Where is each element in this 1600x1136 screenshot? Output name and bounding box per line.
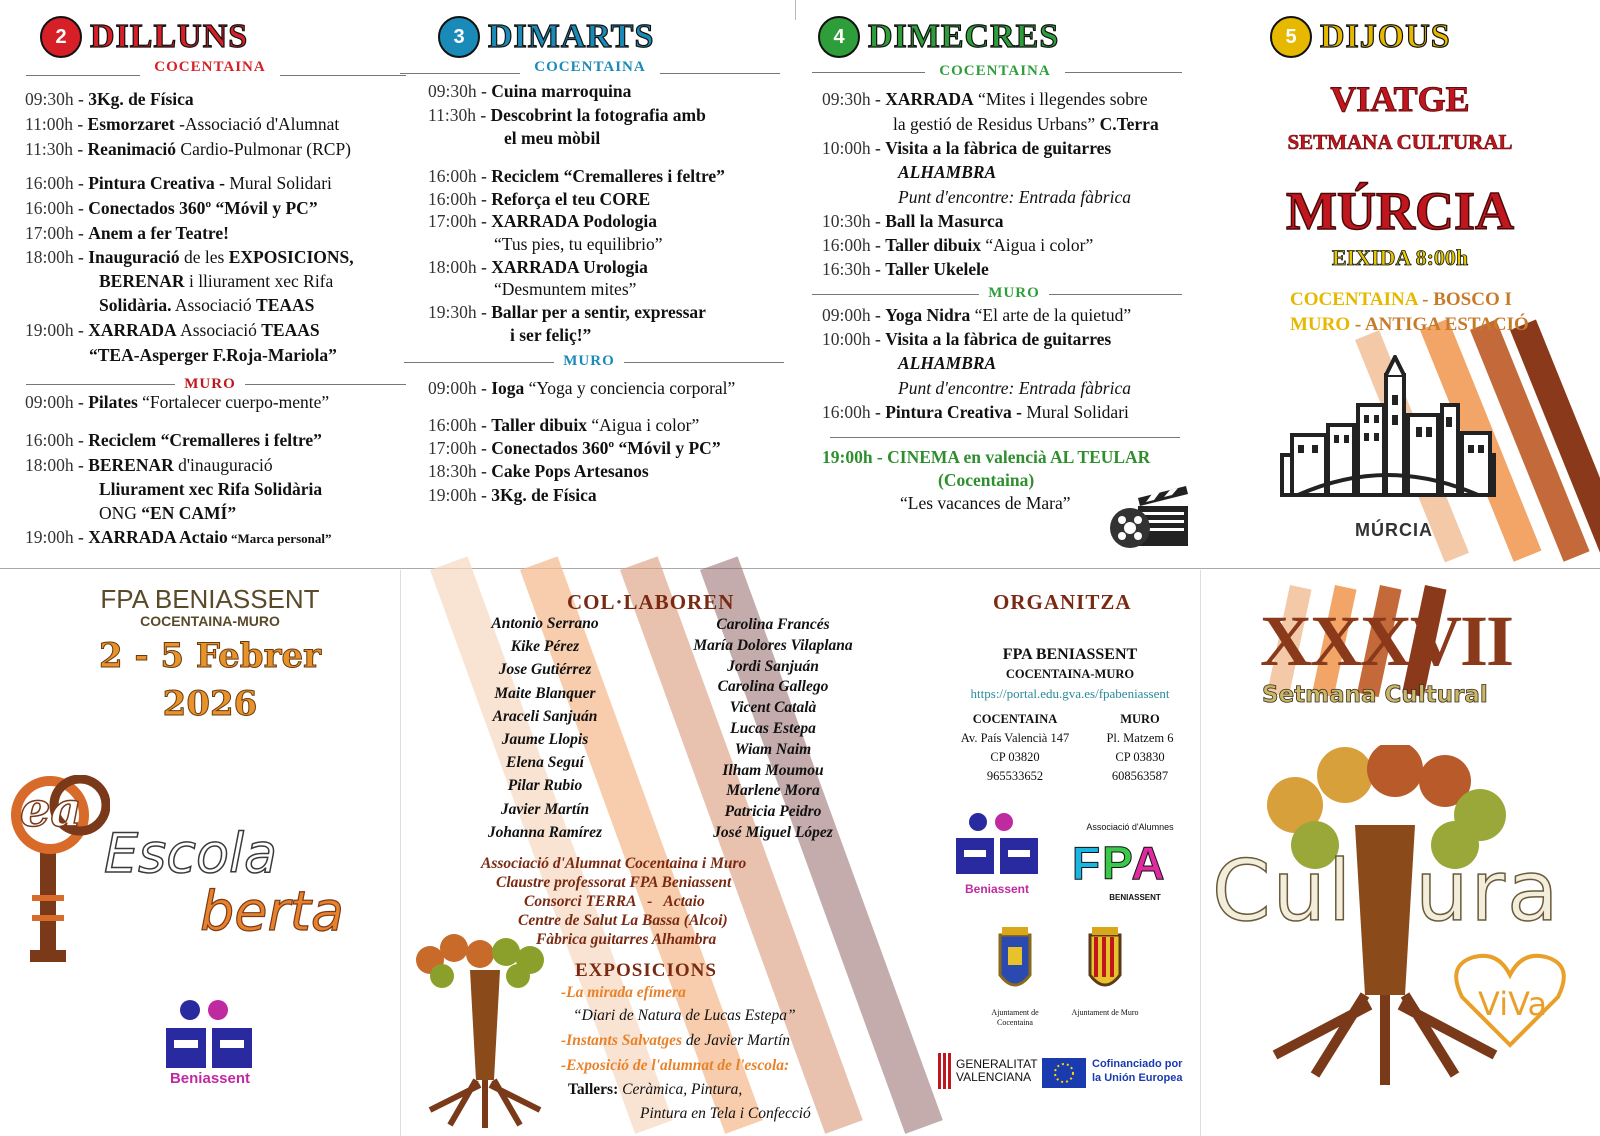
cinema-film: “Les vacances de Mara” [900, 493, 1071, 513]
departure-time: EIXIDA 8:00h [1331, 245, 1469, 270]
edition-number: XXXVII [1260, 601, 1513, 681]
day-header-monday [40, 16, 248, 58]
event-item: “Tus pies, tu equilibrio” [494, 234, 663, 254]
section-title: EXPOSICIONS [575, 960, 717, 981]
address-phone: 608563587 [1111, 769, 1169, 783]
event-item: Punt d'encontre: Entrada fàbrica [898, 187, 1131, 207]
clapperboard-icon [1108, 480, 1192, 554]
eu-label: Cofinanciado por [1092, 1058, 1183, 1070]
divider [830, 437, 1180, 438]
city-skyline-icon [1278, 355, 1498, 515]
day-number: 4 [818, 16, 860, 58]
event-item: ALHAMBRA [898, 353, 997, 373]
collaborator-name: Carolina Francés [716, 616, 830, 633]
event-item: ONG “EN CAMÍ” [99, 503, 237, 523]
city-label: MÚRCIA [1355, 520, 1433, 540]
eu-label: la Unión Europea [1092, 1072, 1183, 1084]
org-name: Fàbrica guitarres Alhambra [536, 931, 717, 948]
location-label: MURO [979, 285, 1049, 302]
collaborator-name: Javier Martín [500, 800, 590, 818]
fpa-sub: BENIASSENT [1109, 893, 1161, 902]
event-item: 10:00h - Visita a la fàbrica de guitarres [822, 138, 1112, 158]
day-number: 2 [40, 16, 82, 58]
event-item: 16:00h - Taller dibuix “Aigua i color” [428, 415, 700, 435]
collaborator-name: Kike Pérez [510, 638, 580, 656]
day-header-wednesday [818, 16, 1059, 58]
exhibition-item: Pintura en Tela i Confecció [640, 1105, 811, 1122]
org-name: Consorci TERRA - Actaio [524, 893, 705, 910]
event-item: Lliurament xec Rifa Solidària [99, 479, 323, 499]
event-item: 18:00h - XARRADA Urologia [428, 257, 648, 277]
collaborator-name: Vicent Català [729, 699, 817, 717]
pickup-point: COCENTAINA - BOSCO I [1290, 289, 1512, 310]
collaborator-name: María Dolores Vilaplana [693, 636, 853, 654]
collaborator-name: Marlene Mora [726, 782, 820, 800]
event-item: 18:00h - Inauguració de les EXPOSICIONS, [25, 247, 354, 267]
event-item: 19:00h - 3Kg. de Física [428, 485, 597, 505]
collaborator-name: Jordi Sanjuán [727, 657, 819, 675]
event-item: 16:00h - Taller dibuix “Aigua i color” [822, 235, 1094, 255]
event-item: 09:00h - Pilates “Fortalecer cuerpo-mente” [25, 392, 330, 412]
day-title: DILLUNS [90, 18, 249, 55]
event-item: 09:30h - 3Kg. de Física [25, 89, 194, 109]
event-item: 16:30h - Taller Ukelele [822, 259, 989, 279]
day-header-thursday [1270, 16, 1451, 58]
divider [795, 0, 796, 20]
event-year: 2026 [162, 684, 258, 724]
cultura-text: Cul ura [1212, 842, 1561, 940]
event-item: 17:00h - Anem a fer Teatre! [25, 223, 229, 243]
location-label: MURO [175, 376, 245, 393]
location-label: COCENTAINA [520, 59, 660, 76]
event-item: 11:30h - Descobrint la fotografia amb [428, 105, 706, 125]
exhibition-item: -La mirada efímera [561, 984, 686, 1001]
event-item: el meu mòbil [504, 128, 601, 148]
collaborator-name: Patricia Peidro [724, 803, 822, 821]
cinema-place: (Cocentaina) [938, 470, 1035, 490]
collaborator-name: Johanna Ramírez [487, 823, 603, 841]
school-subtitle: COCENTAINA-MURO [140, 613, 280, 629]
address-name: MURO [1120, 712, 1160, 726]
event-item: BERENAR i lliurament xec Rifa [99, 271, 334, 291]
event-item: 09:30h - XARRADA “Mites i llegendes sobre [822, 89, 1148, 109]
event-item: 17:00h - Conectados 360º “Móvil y PC” [428, 438, 721, 458]
org-school: FPA BENIASSENT [1002, 646, 1138, 663]
event-item: 16:00h - Conectados 360º “Móvil y PC” [25, 198, 318, 218]
collaborator-name: Maite Blanquer [494, 684, 596, 702]
event-item: 16:00h - Pintura Creativa - Mural Solidari [25, 173, 332, 193]
event-item: 09:30h - Cuina marroquina [428, 81, 632, 101]
event-item: 19:00h - XARRADA Associació TEAAS [25, 320, 320, 340]
address-line: Av. País Valencià 147 [960, 731, 1070, 745]
association-label: Associació d'Alumnes [1086, 822, 1174, 832]
collaborator-name: Jose Gutiérrez [498, 661, 592, 679]
event-item: 10:30h - Ball la Masurca [822, 211, 1004, 231]
coat-of-arms-icon [990, 925, 1040, 1005]
day-title: DIMECRES [868, 18, 1060, 55]
section-title: COL·LABOREN [567, 590, 735, 614]
exhibition-item: -Exposició de l'alumnat de l'escola: [561, 1057, 790, 1074]
event-item: la gestió de Residus Urbans” C.Terra [893, 114, 1159, 134]
trip-city: MÚRCIA [1286, 181, 1514, 241]
fpa-logo: FPA [1072, 837, 1167, 889]
event-dates: 2 - 5 Febrer [98, 636, 322, 676]
org-name: Claustre professorat FPA Beniassent [496, 874, 732, 891]
location-label: MURO [554, 353, 624, 370]
trip-title: VIATGE [1330, 79, 1470, 119]
exhibition-item: Tallers: Ceràmica, Pintura, [568, 1081, 743, 1098]
cinema-event: 19:00h - CINEMA en valencià AL TEULAR [822, 447, 1151, 467]
event-item: “TEA-Asperger F.Roja-Mariola” [89, 345, 337, 365]
day-title: DIMARTS [488, 18, 655, 55]
generalitat-logo [938, 1053, 954, 1089]
event-item: 18:30h - Cake Pops Artesanos [428, 461, 649, 481]
collaborator-name: Jaume Llopis [501, 731, 589, 748]
event-item: Solidària. Associació TEAAS [99, 295, 315, 315]
beniassent-logo [952, 812, 1042, 890]
event-item: ALHAMBRA [898, 162, 997, 182]
location-label: COCENTAINA [140, 59, 280, 76]
fold-line [0, 568, 1600, 569]
event-item: 09:00h - Yoga Nidra “El arte de la quietud” [822, 305, 1132, 325]
org-name: Centre de Salut La Bassa (Alcoi) [518, 912, 728, 929]
event-item: 19:30h - Ballar per a sentir, expressar [428, 302, 706, 322]
org-name: Associació d'Alumnat Cocentaina i Muro [481, 855, 747, 872]
event-item: “Desmuntem mites” [494, 279, 637, 299]
collaborator-name: José Miguel López [713, 824, 833, 841]
event-item: 16:00h - Reciclem “Cremalleres i feltre” [428, 166, 725, 186]
eu-flag-icon [1042, 1058, 1086, 1088]
escola-text: Escola [104, 822, 278, 885]
collaborator-name: Antonio Serrano [491, 615, 599, 632]
event-item: 16:00h - Reciclem “Cremalleres i feltre” [25, 430, 322, 450]
address-line: Pl. Matzem 6 [1106, 731, 1174, 745]
tree-icon [410, 930, 560, 1130]
day-header-tuesday [438, 16, 654, 58]
town-hall-label: Ajuntament de Cocentaina [991, 1008, 1039, 1027]
collaborator-name: Carolina Gallego [717, 678, 829, 696]
event-item: 16:00h - Reforça el teu CORE [428, 189, 651, 209]
generalitat-label: GENERALITAT VALENCIANA [956, 1057, 1038, 1084]
day-title: DIJOUS [1320, 18, 1451, 55]
collaborator-name: Pilar Rubio [507, 777, 583, 795]
trip-subtitle: SETMANA CULTURAL [1287, 130, 1513, 154]
divider [400, 570, 401, 1136]
logo-initials: ea [20, 782, 82, 838]
edition-subtitle: Setmana Cultural [1262, 682, 1488, 708]
org-subtitle: COCENTAINA-MURO [1005, 667, 1135, 681]
event-item: 18:00h - BERENAR d'inauguració [25, 455, 273, 475]
event-item: i ser feliç!” [510, 325, 592, 345]
event-item: 11:00h - Esmorzaret -Associació d'Alumnat [25, 114, 340, 134]
event-item: 16:00h - Pintura Creativa - Mural Solidari [822, 402, 1129, 422]
collaborator-name: Ilham Moumou [722, 761, 824, 779]
exhibition-item: “Diari de Natura de Lucas Estepa” [573, 1007, 796, 1024]
day-number: 5 [1270, 16, 1312, 58]
divider [1200, 570, 1201, 1136]
location-label: COCENTAINA [925, 63, 1065, 80]
address-line: CP 03830 [1115, 750, 1165, 764]
coat-of-arms-icon [1080, 925, 1130, 1005]
viva-text: ViVa [1478, 985, 1548, 1023]
beniassent-label: Beniassent [169, 1070, 251, 1087]
website-link[interactable]: https://portal.edu.gva.es/fpabeniassent [970, 686, 1170, 701]
school-name: FPA BENIASSENT [100, 584, 320, 614]
pickup-point: MURO - ANTIGA ESTACIÓ [1290, 314, 1529, 335]
berta-text: berta [200, 880, 344, 943]
address-phone: 965533652 [986, 769, 1044, 783]
exhibition-item: -Instants Salvatges de Javier Martín [561, 1032, 791, 1049]
collaborator-name: Araceli Sanjuán [492, 707, 598, 725]
address-name: COCENTAINA [972, 712, 1058, 726]
town-hall-label: Ajuntament de Muro [1071, 1008, 1139, 1017]
address-line: CP 03820 [990, 750, 1040, 764]
event-item: 11:30h - Reanimació Cardio-Pulmonar (RCP) [25, 139, 352, 159]
beniassent-label: Beniassent [964, 882, 1030, 896]
day-number: 3 [438, 16, 480, 58]
collaborator-name: Elena Seguí [506, 754, 584, 772]
event-item: 10:00h - Visita a la fàbrica de guitarres [822, 329, 1112, 349]
collaborator-name: Lucas Estepa [730, 720, 816, 737]
event-item: Punt d'encontre: Entrada fàbrica [898, 378, 1131, 398]
event-item: 17:00h - XARRADA Podologia [428, 211, 657, 231]
event-item: 09:00h - Ioga “Yoga y conciencia corporal” [428, 378, 736, 398]
section-title: ORGANITZA [993, 590, 1132, 614]
collaborator-name: Wiam Naim [734, 740, 812, 758]
event-item: 19:00h - XARRADA Actaio “Marca personal” [25, 527, 332, 547]
